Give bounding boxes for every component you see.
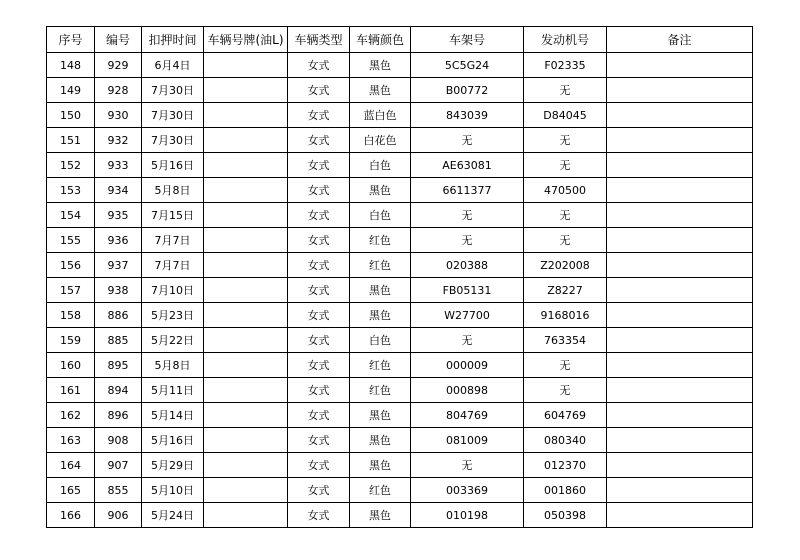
cell-remarks (607, 453, 753, 478)
header-cell-frame-number: 车架号 (411, 27, 524, 53)
header-cell-plate: 车辆号牌(油L) (204, 27, 288, 53)
cell-seq: 149 (47, 78, 95, 103)
header-cell-remarks: 备注 (607, 27, 753, 53)
cell-seq: 154 (47, 203, 95, 228)
table-row (47, 53, 753, 78)
table-row (47, 478, 753, 503)
cell-plate (204, 453, 288, 478)
cell-frame-number: FB05131 (411, 278, 524, 303)
cell-frame-number: 无 (411, 328, 524, 353)
cell-number: 930 (95, 103, 142, 128)
vehicle-record-table (46, 26, 753, 528)
cell-vehicle-color: 黑色 (350, 178, 411, 203)
cell-remarks (607, 153, 753, 178)
cell-frame-number: 无 (411, 203, 524, 228)
cell-vehicle-type: 女式 (288, 103, 350, 128)
cell-vehicle-color: 蓝白色 (350, 103, 411, 128)
cell-seizure-date: 5月23日 (142, 303, 204, 328)
cell-vehicle-color: 红色 (350, 228, 411, 253)
cell-engine-number: D84045 (524, 103, 607, 128)
cell-seq: 166 (47, 503, 95, 528)
cell-seq: 152 (47, 153, 95, 178)
table-row (47, 228, 753, 253)
table-row (47, 378, 753, 403)
cell-seizure-date: 5月8日 (142, 353, 204, 378)
cell-seizure-date: 7月10日 (142, 278, 204, 303)
cell-remarks (607, 53, 753, 78)
cell-remarks (607, 328, 753, 353)
cell-vehicle-color: 黑色 (350, 53, 411, 78)
cell-number: 886 (95, 303, 142, 328)
cell-plate (204, 103, 288, 128)
cell-seizure-date: 7月7日 (142, 253, 204, 278)
cell-engine-number: 001860 (524, 478, 607, 503)
table-row (47, 178, 753, 203)
cell-remarks (607, 128, 753, 153)
cell-seq: 156 (47, 253, 95, 278)
table-row (47, 503, 753, 528)
cell-frame-number: 000898 (411, 378, 524, 403)
cell-engine-number: 763354 (524, 328, 607, 353)
cell-vehicle-color: 黑色 (350, 278, 411, 303)
cell-seizure-date: 5月8日 (142, 178, 204, 203)
cell-frame-number: 804769 (411, 403, 524, 428)
cell-plate (204, 428, 288, 453)
cell-seizure-date: 5月24日 (142, 503, 204, 528)
cell-vehicle-color: 白色 (350, 153, 411, 178)
cell-seizure-date: 7月7日 (142, 228, 204, 253)
cell-engine-number: 无 (524, 228, 607, 253)
cell-number: 936 (95, 228, 142, 253)
cell-engine-number: 604769 (524, 403, 607, 428)
cell-seizure-date: 6月4日 (142, 53, 204, 78)
cell-vehicle-color: 白花色 (350, 128, 411, 153)
cell-plate (204, 328, 288, 353)
cell-vehicle-type: 女式 (288, 378, 350, 403)
table-row (47, 253, 753, 278)
cell-remarks (607, 253, 753, 278)
cell-frame-number: 000009 (411, 353, 524, 378)
cell-remarks (607, 403, 753, 428)
cell-frame-number: 843039 (411, 103, 524, 128)
cell-vehicle-type: 女式 (288, 153, 350, 178)
cell-frame-number: AE63081 (411, 153, 524, 178)
cell-seizure-date: 7月30日 (142, 103, 204, 128)
cell-engine-number: 无 (524, 153, 607, 178)
table-row (47, 278, 753, 303)
cell-vehicle-type: 女式 (288, 453, 350, 478)
cell-seq: 165 (47, 478, 95, 503)
cell-number: 907 (95, 453, 142, 478)
cell-number: 896 (95, 403, 142, 428)
cell-vehicle-color: 黑色 (350, 303, 411, 328)
cell-remarks (607, 178, 753, 203)
cell-frame-number: 010198 (411, 503, 524, 528)
cell-vehicle-type: 女式 (288, 128, 350, 153)
cell-number: 937 (95, 253, 142, 278)
cell-vehicle-color: 红色 (350, 253, 411, 278)
cell-vehicle-color: 黑色 (350, 403, 411, 428)
cell-plate (204, 128, 288, 153)
cell-seq: 159 (47, 328, 95, 353)
cell-frame-number: B00772 (411, 78, 524, 103)
cell-vehicle-type: 女式 (288, 78, 350, 103)
cell-frame-number: 无 (411, 453, 524, 478)
cell-vehicle-type: 女式 (288, 478, 350, 503)
cell-vehicle-color: 白色 (350, 203, 411, 228)
header-cell-seizure-date: 扣押时间 (142, 27, 204, 53)
cell-seq: 148 (47, 53, 95, 78)
cell-number: 929 (95, 53, 142, 78)
cell-plate (204, 278, 288, 303)
cell-seq: 160 (47, 353, 95, 378)
table-row (47, 353, 753, 378)
header-cell-vehicle-color: 车辆颜色 (350, 27, 411, 53)
cell-vehicle-color: 黑色 (350, 428, 411, 453)
cell-seizure-date: 7月15日 (142, 203, 204, 228)
cell-vehicle-type: 女式 (288, 353, 350, 378)
cell-vehicle-type: 女式 (288, 428, 350, 453)
cell-engine-number: 080340 (524, 428, 607, 453)
cell-plate (204, 253, 288, 278)
cell-plate (204, 503, 288, 528)
cell-remarks (607, 428, 753, 453)
cell-vehicle-color: 黑色 (350, 78, 411, 103)
cell-number: 934 (95, 178, 142, 203)
cell-engine-number: 无 (524, 353, 607, 378)
header-cell-number: 编号 (95, 27, 142, 53)
cell-frame-number: 020388 (411, 253, 524, 278)
cell-seq: 163 (47, 428, 95, 453)
cell-remarks (607, 478, 753, 503)
cell-engine-number: Z202008 (524, 253, 607, 278)
cell-plate (204, 378, 288, 403)
cell-seizure-date: 5月29日 (142, 453, 204, 478)
cell-engine-number: F02335 (524, 53, 607, 78)
cell-seizure-date: 5月22日 (142, 328, 204, 353)
cell-engine-number: 470500 (524, 178, 607, 203)
cell-frame-number: 6611377 (411, 178, 524, 203)
cell-vehicle-type: 女式 (288, 303, 350, 328)
cell-frame-number: W27700 (411, 303, 524, 328)
cell-seq: 155 (47, 228, 95, 253)
cell-number: 933 (95, 153, 142, 178)
cell-number: 908 (95, 428, 142, 453)
cell-vehicle-type: 女式 (288, 503, 350, 528)
cell-frame-number: 无 (411, 228, 524, 253)
cell-vehicle-color: 黑色 (350, 503, 411, 528)
table-row (47, 153, 753, 178)
cell-vehicle-type: 女式 (288, 203, 350, 228)
cell-seizure-date: 5月14日 (142, 403, 204, 428)
cell-plate (204, 153, 288, 178)
cell-frame-number: 5C5G24 (411, 53, 524, 78)
cell-plate (204, 353, 288, 378)
cell-seizure-date: 5月16日 (142, 153, 204, 178)
header-cell-vehicle-type: 车辆类型 (288, 27, 350, 53)
cell-plate (204, 478, 288, 503)
cell-plate (204, 203, 288, 228)
cell-frame-number: 081009 (411, 428, 524, 453)
table-row (47, 103, 753, 128)
cell-remarks (607, 503, 753, 528)
cell-seizure-date: 7月30日 (142, 128, 204, 153)
header-row (47, 27, 753, 53)
cell-number: 906 (95, 503, 142, 528)
cell-engine-number: 无 (524, 378, 607, 403)
table-row (47, 453, 753, 478)
cell-frame-number: 无 (411, 128, 524, 153)
cell-seq: 158 (47, 303, 95, 328)
cell-vehicle-color: 白色 (350, 328, 411, 353)
cell-vehicle-type: 女式 (288, 403, 350, 428)
table-row (47, 203, 753, 228)
cell-plate (204, 228, 288, 253)
cell-vehicle-type: 女式 (288, 228, 350, 253)
cell-engine-number: 012370 (524, 453, 607, 478)
table-row (47, 428, 753, 453)
header-cell-engine-number: 发动机号 (524, 27, 607, 53)
cell-plate (204, 403, 288, 428)
table-row (47, 303, 753, 328)
cell-plate (204, 53, 288, 78)
cell-engine-number: Z8227 (524, 278, 607, 303)
table-row (47, 128, 753, 153)
cell-engine-number: 无 (524, 203, 607, 228)
cell-number: 938 (95, 278, 142, 303)
cell-engine-number: 9168016 (524, 303, 607, 328)
cell-vehicle-color: 黑色 (350, 453, 411, 478)
cell-vehicle-type: 女式 (288, 278, 350, 303)
cell-vehicle-color: 红色 (350, 378, 411, 403)
table-row (47, 328, 753, 353)
cell-remarks (607, 103, 753, 128)
cell-seq: 161 (47, 378, 95, 403)
cell-remarks (607, 278, 753, 303)
cell-vehicle-color: 红色 (350, 353, 411, 378)
cell-seq: 151 (47, 128, 95, 153)
header-cell-seq: 序号 (47, 27, 95, 53)
cell-vehicle-type: 女式 (288, 178, 350, 203)
cell-seq: 162 (47, 403, 95, 428)
cell-vehicle-type: 女式 (288, 53, 350, 78)
cell-number: 928 (95, 78, 142, 103)
cell-remarks (607, 378, 753, 403)
cell-seizure-date: 7月30日 (142, 78, 204, 103)
table-row (47, 403, 753, 428)
cell-number: 895 (95, 353, 142, 378)
cell-plate (204, 303, 288, 328)
cell-engine-number: 无 (524, 78, 607, 103)
cell-remarks (607, 353, 753, 378)
cell-seizure-date: 5月16日 (142, 428, 204, 453)
cell-seq: 150 (47, 103, 95, 128)
cell-seq: 157 (47, 278, 95, 303)
cell-number: 885 (95, 328, 142, 353)
cell-number: 894 (95, 378, 142, 403)
cell-vehicle-type: 女式 (288, 253, 350, 278)
table-row (47, 78, 753, 103)
cell-seizure-date: 5月11日 (142, 378, 204, 403)
cell-plate (204, 178, 288, 203)
cell-frame-number: 003369 (411, 478, 524, 503)
cell-remarks (607, 303, 753, 328)
cell-engine-number: 无 (524, 128, 607, 153)
cell-plate (204, 78, 288, 103)
cell-seq: 164 (47, 453, 95, 478)
cell-number: 935 (95, 203, 142, 228)
cell-remarks (607, 203, 753, 228)
cell-remarks (607, 78, 753, 103)
cell-remarks (607, 228, 753, 253)
cell-seizure-date: 5月10日 (142, 478, 204, 503)
cell-engine-number: 050398 (524, 503, 607, 528)
cell-vehicle-type: 女式 (288, 328, 350, 353)
cell-number: 855 (95, 478, 142, 503)
cell-seq: 153 (47, 178, 95, 203)
cell-number: 932 (95, 128, 142, 153)
cell-vehicle-color: 红色 (350, 478, 411, 503)
